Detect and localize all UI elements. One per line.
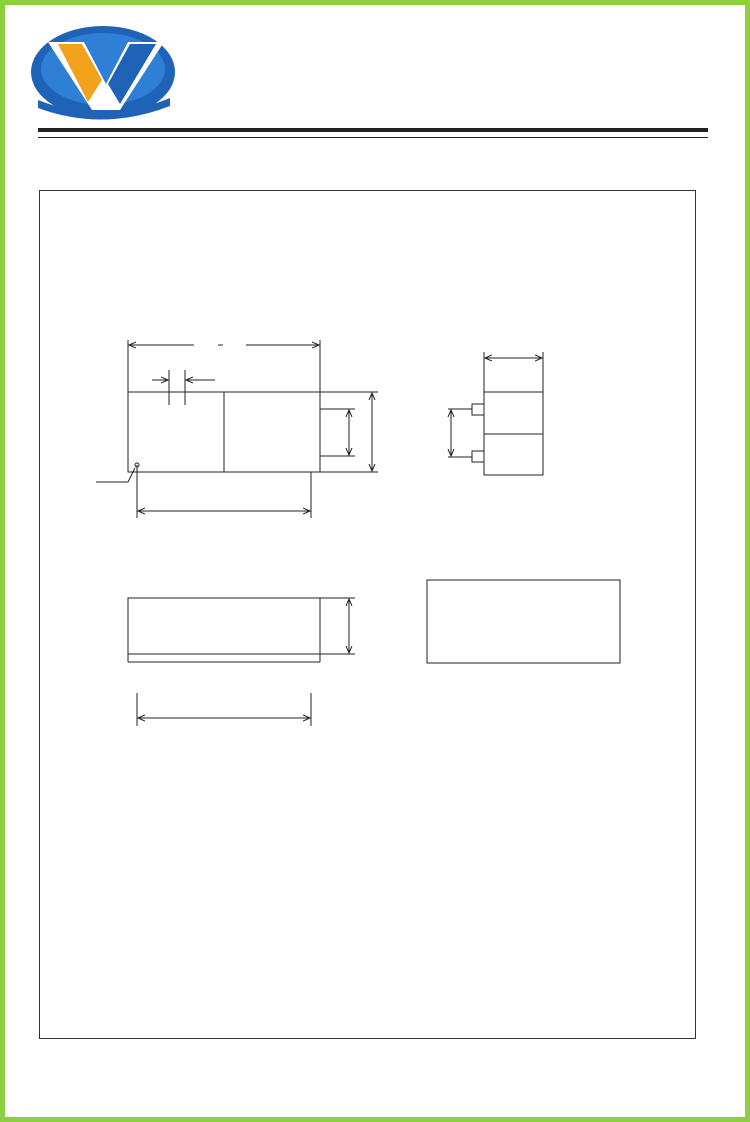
side-view xyxy=(448,352,543,475)
front-view xyxy=(96,340,378,518)
front-view-labels xyxy=(196,339,245,359)
top-view xyxy=(427,580,620,663)
pin-view xyxy=(128,598,355,726)
svg-text:25.40: 25.40 xyxy=(195,339,245,359)
